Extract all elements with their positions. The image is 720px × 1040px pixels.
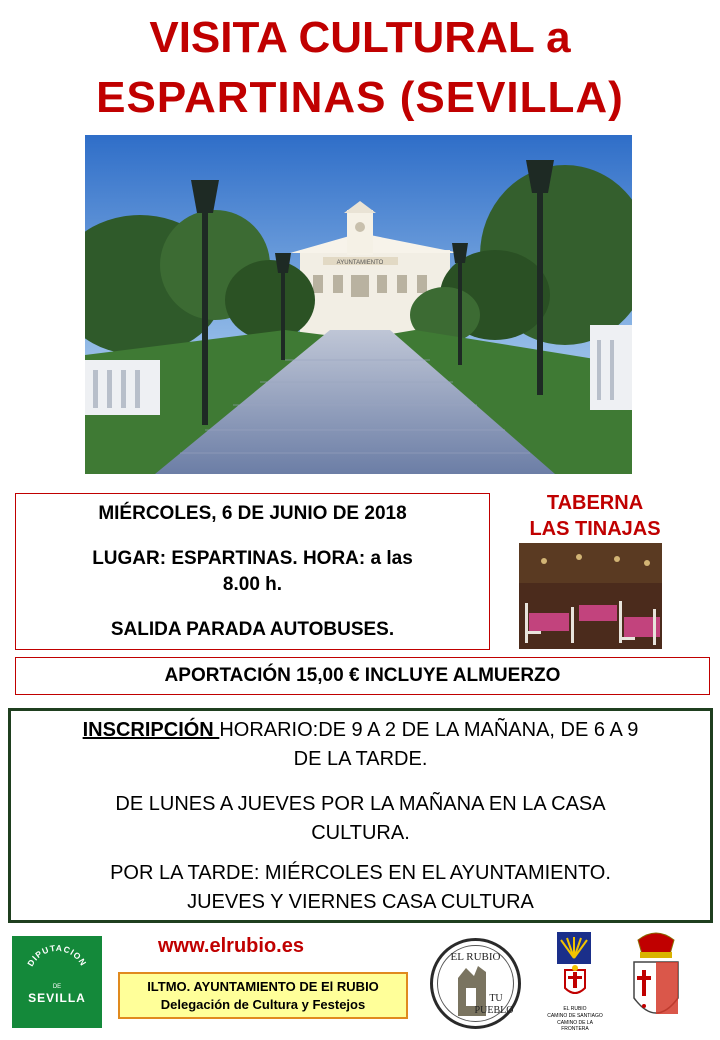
website-link[interactable]: www.elrubio.es: [158, 935, 304, 957]
camino-santiago-logo: [543, 930, 607, 1034]
building-sign-text: AYUNTAMIENTO: [336, 260, 384, 266]
registration-afternoon-line2: JUEVES Y VIERNES CASA CULTURA: [187, 891, 534, 913]
event-departure: SALIDA PARADA AUTOBUSES.: [110, 619, 395, 640]
camino-line2: CAMINO DE SANTIAGO: [547, 1013, 603, 1019]
pueblo-top-text: EL RUBIO: [450, 951, 501, 963]
diputacion-sevilla-logo: [12, 936, 102, 1028]
camino-line1: EL RUBIO: [563, 1006, 587, 1012]
restaurant-name: [505, 490, 685, 542]
registration-label: INSCRIPCIÓN: [82, 719, 220, 741]
event-place-line1: LUGAR: ESPARTINAS. HORA: a las: [92, 548, 413, 569]
restaurant-interior-photo: [519, 543, 662, 649]
registration-box: [8, 708, 713, 923]
diputacion-de-text: DE: [52, 984, 62, 990]
registration-morning-line2: CULTURA.: [311, 822, 410, 844]
price-box: APORTACIÓN 15,00 € INCLUYE ALMUERZO: [15, 657, 710, 695]
registration-hours-line2: DE LA TARDE.: [293, 748, 428, 770]
restaurant-name-line2: LAS TINAJAS: [529, 518, 661, 540]
registration-afternoon-line1: POR LA TARDE: MIÉRCOLES EN EL AYUNTAMIENTO.: [110, 862, 611, 884]
registration-morning-line1: DE LUNES A JUEVES POR LA MAÑANA EN LA CASA: [115, 793, 606, 815]
ayuntamiento-line2: Delegación de Cultura y Festejos: [160, 997, 366, 1012]
svg-text:DIPUTACION: [25, 943, 89, 968]
registration-hours-text: HORARIO:DE 9 A 2 DE LA MAÑANA, DE 6 A 9: [219, 719, 639, 741]
el-rubio-coat-of-arms-icon: [628, 932, 684, 1032]
ayuntamiento-box: [118, 972, 408, 1019]
espartinas-plaza-photo: [85, 135, 632, 474]
event-info-box: [15, 493, 490, 650]
event-place-line2: 8.00 h.: [222, 574, 283, 595]
poster-title-line1: VISITA CULTURAL a: [149, 13, 571, 62]
camino-line3: CAMINO DE LA FRONTERA: [557, 1020, 593, 1032]
el-rubio-tu-pueblo-logo: [428, 936, 523, 1031]
ayuntamiento-line1: ILTMO. AYUNTAMIENTO DE El RUBIO: [147, 979, 379, 994]
pueblo-bottom2-text: PUEBLO: [474, 1005, 514, 1016]
diputacion-top-text: DIPUTACION: [25, 942, 89, 969]
event-date: MIÉRCOLES, 6 DE JUNIO DE 2018: [98, 503, 407, 524]
diputacion-bottom-text: SEVILLA: [28, 991, 86, 1005]
registration-hours-line1: [17, 716, 704, 745]
restaurant-name-line1: TABERNA: [546, 492, 644, 514]
poster-title-line2: ESPARTINAS (SEVILLA): [96, 73, 624, 122]
pueblo-bottom1-text: TU: [489, 993, 503, 1004]
